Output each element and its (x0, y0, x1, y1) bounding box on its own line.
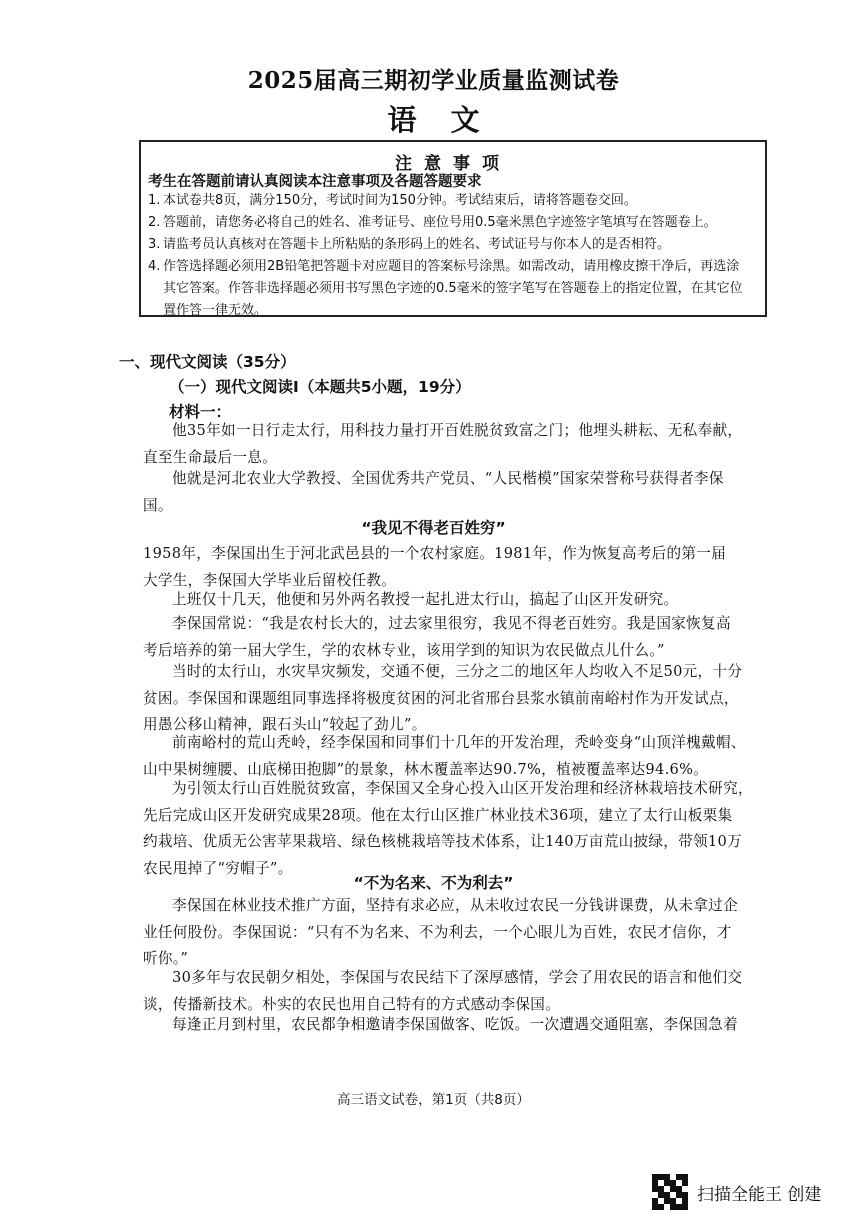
text-line: 李保国在林业技术推广方面，坚持有求必应，从未收过农民一分钱讲课费，从未拿过企 (172, 897, 738, 914)
text-line: 考后培养的第一届大学生，学的农林专业，该用学到的知识为农民做点儿什么。” (143, 641, 665, 659)
section-title: 一、现代文阅读（35分） (119, 353, 296, 371)
material-label: 材料一： (169, 403, 232, 421)
notice-item-number: 2. (148, 215, 161, 230)
paragraph-5 (143, 611, 771, 664)
text-line: 当时的太行山，水灾旱灾频发，交通不便，三分之二的地区年人均收入不足50元，十分 (172, 663, 743, 680)
text-line: 农民甩掉了“穷帽子”。 (143, 859, 293, 877)
article-subheading-2: “不为名来、不为利去” (353, 874, 514, 892)
paragraph-6 (143, 659, 771, 739)
notice-title: 注意事项 (395, 154, 511, 174)
paragraph-11 (143, 1012, 771, 1039)
text-line: 他35年如一日行走太行，用科技力量打开百姓脱贫致富之门；他埋头耕耘、无私奉献， (172, 422, 743, 439)
subsection-title: （一）现代文阅读Ⅰ（本题共5小题，19分） (169, 378, 471, 396)
text-line: 上班仅十几天，他便和另外两名教授一起扎进太行山，搞起了山区开发研究。 (172, 591, 679, 608)
notice-item-text: 本试卷共8页，满分150分，考试时间为150分钟。考试结束后，请将答题卷交回。 (163, 193, 637, 208)
notice-item-2 (148, 212, 760, 234)
paragraph-10 (143, 965, 771, 1018)
text-line: 先后完成山区开发研究成果28项。他在太行山区推广林业技术36项，建立了太行山板栗集 (143, 806, 733, 824)
text-line: 约栽培、优质无公害苹果栽培、绿色核桃栽培等技术体系，让140万亩荒山披绿，带领10万 (143, 833, 742, 850)
notice-heading: 考生在答题前请认真阅读本注意事项及各题答题要求 (148, 174, 482, 190)
text-line: 谈，传播新技术。朴实的农民也用自己特有的方式感动李保国。 (143, 995, 561, 1013)
text-line: 大学生，李保国大学毕业后留校任教。 (143, 571, 397, 589)
notice-item-number: 4. (148, 259, 161, 274)
paragraph-1 (143, 418, 771, 471)
text-line: 听你。” (143, 950, 189, 967)
page-footer: 高三语文试卷，第1页（共8页） (337, 1092, 530, 1108)
text-line: 山中果树缠腰、山底梯田抱脚”的景象，林木覆盖率达90.7%，植被覆盖率达94.6%。 (143, 760, 709, 778)
article-subheading-1: “我见不得老百姓穷” (361, 519, 506, 537)
watermark-text: 扫描全能王 创建 (697, 1184, 822, 1205)
paragraph-2 (143, 466, 771, 519)
text-line: 为引领太行山百姓脱贫致富，李保国又全身心投入山区开发治理和经济林栽培技术研究， (172, 780, 753, 797)
notice-item-number: 1. (148, 193, 161, 208)
notice-item-3 (148, 234, 760, 256)
notice-item-continuation: 置作答一律无效。 (163, 303, 268, 318)
paragraph-9 (143, 893, 771, 973)
exam-title: 2025届高三期初学业质量监测试卷 (247, 67, 620, 94)
notice-item-continuation: 其它答案。作答非选择题必须用书写黑色字迹的0.5毫米的签字笔写在答题卷上的指定位置，在其它位 (163, 281, 743, 296)
text-line: 直至生命最后一息。 (143, 448, 278, 466)
text-line: 用愚公移山精神，跟石头山“较起了劲儿”。 (143, 716, 427, 733)
notice-item-text: 答题前，请您务必将自己的姓名、准考证号、座位号用0.5毫米黑色字迹签字笔填写在答题卷上。 (163, 215, 717, 230)
notice-item-text: 作答选择题必须用2B铅笔把答题卡对应题目的答案标号涂黑。如需改动，请用橡皮擦干净后，再选涂 (163, 259, 740, 274)
text-line: 国。 (143, 496, 173, 514)
notice-item-1 (148, 190, 760, 212)
scanner-watermark (652, 1173, 821, 1211)
notice-box (139, 140, 767, 317)
paragraph-4 (143, 587, 771, 614)
notice-item-number: 3. (148, 237, 161, 252)
subject-title: 语文 (387, 103, 514, 137)
text-line: 前南峪村的荒山秃岭，经李保国和同事们十几年的开发治理，秃岭变身“山顶洋槐戴帽、 (172, 734, 746, 751)
qr-code-icon (652, 1174, 688, 1210)
paragraph-8 (143, 776, 771, 882)
notice-item-text: 请监考员认真核对在答题卡上所粘贴的条形码上的姓名、考试证号与你本人的是否相符。 (163, 237, 671, 252)
notice-item-4 (148, 256, 760, 322)
text-line: 贫困。李保国和课题组同事选择将极度贫困的河北省邢台县浆水镇前南峪村作为开发试点， (143, 689, 739, 707)
text-line: 业任何股份。李保国说：“只有不为名来、不为利去，一个心眼儿为百姓，农民才信你，才 (143, 923, 732, 941)
text-line: 每逢正月到村里，农民都争相邀请李保国做客、吃饭。一次遭遇交通阻塞，李保国急着 (172, 1016, 738, 1033)
text-line: 1958年，李保国出生于河北武邑县的一个农村家庭。1981年，作为恢复高考后的第一届 (143, 545, 727, 562)
text-line: 李保国常说：“我是农村长大的，过去家里很穷，我见不得老百姓穷。我是国家恢复高 (172, 615, 731, 632)
text-line: 30多年与农民朝夕相处，李保国与农民结下了深厚感情，学会了用农民的语言和他们交 (172, 969, 743, 986)
text-line: 他就是河北农业大学教授、全国优秀共产党员、“人民楷模”国家荣誉称号获得者李保 (172, 470, 724, 487)
